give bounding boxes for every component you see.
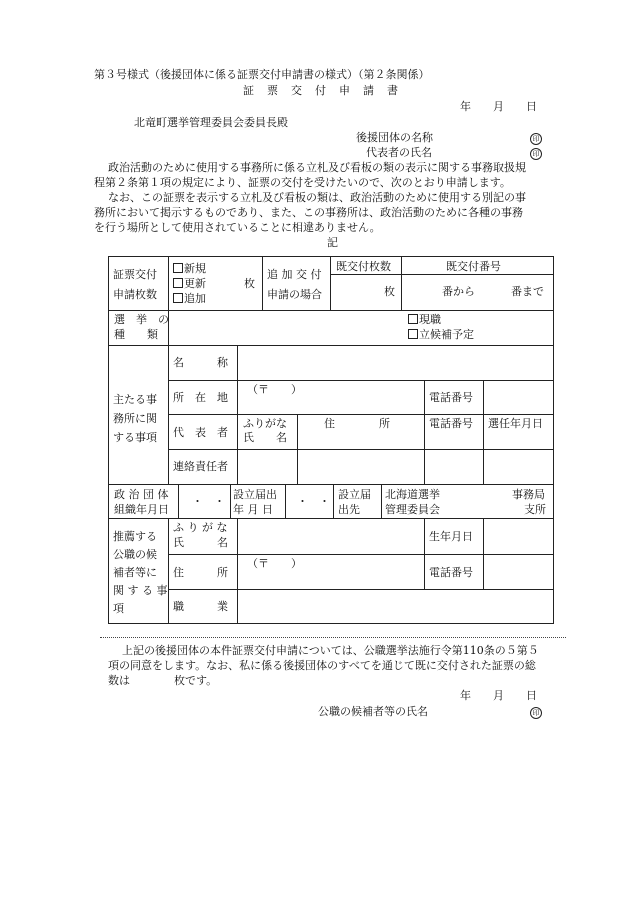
branch-office: 支所 bbox=[524, 503, 546, 516]
row1-label-b: 申請枚数 bbox=[113, 288, 157, 301]
checkbox-icon[interactable] bbox=[173, 293, 183, 303]
row-divider bbox=[330, 274, 554, 275]
cand-phone-label: 電話番号 bbox=[429, 566, 473, 579]
notice-date-dots: ・ ・ bbox=[297, 495, 330, 508]
cand-furigana-label: ふ り が な bbox=[173, 521, 228, 534]
rep-furigana-label: ふりがな bbox=[243, 417, 287, 430]
col-divider bbox=[333, 484, 334, 519]
checkbox-current-label: 現職 bbox=[419, 313, 441, 326]
additional-label-b: 申請の場合 bbox=[267, 288, 322, 301]
seal-icon: 印 bbox=[530, 707, 542, 719]
document-title: 証 票 交 付 申 請 書 bbox=[243, 84, 399, 97]
cand-label-3: 補者等に bbox=[113, 566, 157, 579]
number-to: 番まで bbox=[511, 285, 544, 298]
row-divider bbox=[168, 554, 554, 555]
row-divider bbox=[108, 310, 554, 311]
checkbox-renew[interactable] bbox=[173, 277, 206, 290]
row-divider bbox=[168, 414, 554, 415]
org-seal bbox=[530, 131, 542, 145]
row-divider bbox=[168, 380, 554, 381]
consent-date-line: 年 月 日 bbox=[460, 689, 537, 702]
office-label-1: 主たる事 bbox=[113, 393, 157, 406]
candidate-seal bbox=[530, 705, 542, 719]
paragraph-2-line-1: なお、この証票を表示する立札及び看板の類は、政治活動のために使用する別記の事 bbox=[108, 191, 526, 204]
election-label-b: 種 類 bbox=[114, 328, 158, 341]
rep-seal bbox=[530, 146, 542, 160]
col-divider bbox=[297, 414, 298, 485]
row-divider bbox=[108, 518, 554, 519]
org-date-label-b: 組織年月日 bbox=[114, 503, 169, 516]
checkbox-icon[interactable] bbox=[173, 278, 183, 288]
cut-line bbox=[100, 637, 566, 638]
candidate-name-label: 公職の候補者等の氏名 bbox=[318, 705, 428, 718]
cand-address-label: 住 所 bbox=[173, 566, 228, 579]
checkbox-add-label: 追加 bbox=[184, 292, 206, 305]
checkbox-renew-label: 更新 bbox=[184, 277, 206, 290]
office-postal: （〒 ） bbox=[247, 383, 302, 396]
notice-dest-label-b: 出先 bbox=[338, 503, 360, 516]
rep-name-label: 氏 名 bbox=[243, 431, 287, 444]
checkbox-candidate[interactable] bbox=[408, 328, 474, 341]
paragraph-1-line-1: 政治活動のために使用する事務所に係る立札及び看板の類の表示に関する事務取扱規 bbox=[108, 161, 526, 174]
notice-date-label-b: 年 月 日 bbox=[233, 503, 273, 516]
form-number: 第３号様式（後援団体に係る証票交付申請書の様式）（第２条関係） bbox=[94, 68, 430, 81]
paragraph-2-line-3: を行う場所として使用されていることに相違ありません。 bbox=[94, 221, 381, 234]
notice-dest-label-a: 設立届 bbox=[338, 488, 371, 501]
col-divider bbox=[483, 518, 484, 590]
col-divider bbox=[230, 484, 231, 519]
checkbox-icon[interactable] bbox=[408, 329, 418, 339]
table-border-bottom bbox=[108, 623, 554, 624]
office-address-label: 所 在 地 bbox=[173, 391, 228, 404]
row-divider bbox=[108, 345, 554, 346]
checkbox-current[interactable] bbox=[408, 313, 441, 326]
ki-heading: 記 bbox=[327, 236, 338, 249]
cand-label-2: 公職の候 bbox=[113, 548, 157, 561]
cand-label-5: 項 bbox=[113, 602, 124, 615]
col-divider bbox=[237, 518, 238, 624]
paragraph-1-line-2: 程第２条第１項の規定により、証票の交付を受けたいので、次のとおり申請します。 bbox=[94, 176, 511, 189]
org-name-label: 後援団体の名称 bbox=[356, 131, 433, 144]
col-divider bbox=[285, 484, 286, 519]
col-divider bbox=[381, 484, 382, 519]
row-divider bbox=[108, 484, 554, 485]
date-line: 年 月 日 bbox=[460, 100, 537, 113]
rep-appointment-date-label: 選任年月日 bbox=[488, 417, 543, 430]
issued-number-label: 既交付番号 bbox=[446, 260, 501, 273]
cand-label-4: 関 す る 事 bbox=[113, 584, 168, 597]
col-divider bbox=[424, 518, 425, 590]
office-name-label: 名 称 bbox=[173, 356, 228, 369]
cand-birthdate-label: 生年月日 bbox=[429, 530, 473, 543]
cand-postal: （〒 ） bbox=[247, 557, 302, 570]
col-divider bbox=[262, 256, 263, 311]
rep-address-label: 住 所 bbox=[324, 417, 390, 430]
election-committee: 管理委員会 bbox=[385, 503, 440, 516]
col-divider bbox=[483, 380, 484, 485]
seal-icon: 印 bbox=[530, 148, 542, 160]
cand-label-1: 推薦する bbox=[113, 530, 157, 543]
table-border-top bbox=[108, 256, 554, 257]
consent-line-1: 上記の後援団体の本件証票交付申請については、公職選挙法施行令第110条の５第５ bbox=[122, 644, 539, 657]
election-label-a: 選 挙 の bbox=[114, 313, 169, 326]
col-divider bbox=[237, 345, 238, 485]
org-date-dots: ・ ・ bbox=[192, 495, 225, 508]
checkbox-add[interactable] bbox=[173, 292, 206, 305]
notice-date-label-a: 設立届出 bbox=[233, 488, 277, 501]
col-divider bbox=[178, 484, 179, 519]
issued-count-label: 既交付枚数 bbox=[336, 260, 391, 273]
count-unit: 枚 bbox=[244, 277, 255, 290]
cand-name-label: 氏 名 bbox=[173, 536, 228, 549]
office-phone-label: 電話番号 bbox=[429, 391, 473, 404]
number-from: 番から bbox=[442, 285, 475, 298]
contact-person-label: 連絡責任者 bbox=[173, 460, 228, 473]
checkbox-icon[interactable] bbox=[408, 314, 418, 324]
checkbox-icon[interactable] bbox=[173, 263, 183, 273]
consent-line-3: 数は 枚です。 bbox=[108, 674, 218, 687]
office-label-2: 務所に関 bbox=[113, 412, 157, 425]
col-divider bbox=[330, 256, 331, 311]
col-divider bbox=[168, 256, 169, 311]
additional-label-a: 追 加 交 付 bbox=[267, 268, 322, 281]
col-divider bbox=[424, 380, 425, 485]
table-border-right bbox=[553, 256, 554, 624]
col-divider bbox=[401, 256, 402, 311]
row1-label-a: 証票交付 bbox=[113, 268, 157, 281]
representative-label: 代表者の氏名 bbox=[366, 146, 432, 159]
checkbox-candidate-label: 立候補予定 bbox=[419, 328, 474, 341]
office-rep-label: 代 表 者 bbox=[173, 426, 228, 439]
checkbox-new-label: 新規 bbox=[184, 262, 206, 275]
consent-line-2: 項の同意をします。なお、私に係る後援団体のすべてを通じて既に交付された証票の総 bbox=[108, 659, 536, 672]
row-divider bbox=[168, 449, 554, 450]
cand-occupation-label: 職 業 bbox=[173, 600, 228, 613]
seal-icon: 印 bbox=[530, 133, 542, 145]
office-label-3: する事項 bbox=[113, 431, 157, 444]
col-divider bbox=[168, 345, 169, 485]
table-border-left bbox=[108, 256, 109, 624]
addressee: 北竜町選挙管理委員会委員長殿 bbox=[134, 116, 288, 129]
hokkaido-election: 北海道選挙 bbox=[385, 488, 440, 501]
secretariat: 事務局 bbox=[512, 488, 545, 501]
col-divider bbox=[168, 518, 169, 624]
paragraph-2-line-2: 務所において掲示するものであり、また、この事務所は、政治活動のために各種の事務 bbox=[94, 206, 523, 219]
checkbox-new[interactable] bbox=[173, 262, 206, 275]
rep-phone-label: 電話番号 bbox=[429, 417, 473, 430]
issued-count-unit: 枚 bbox=[384, 285, 395, 298]
org-date-label-a: 政 治 団 体 bbox=[114, 488, 169, 501]
row-divider bbox=[168, 589, 554, 590]
